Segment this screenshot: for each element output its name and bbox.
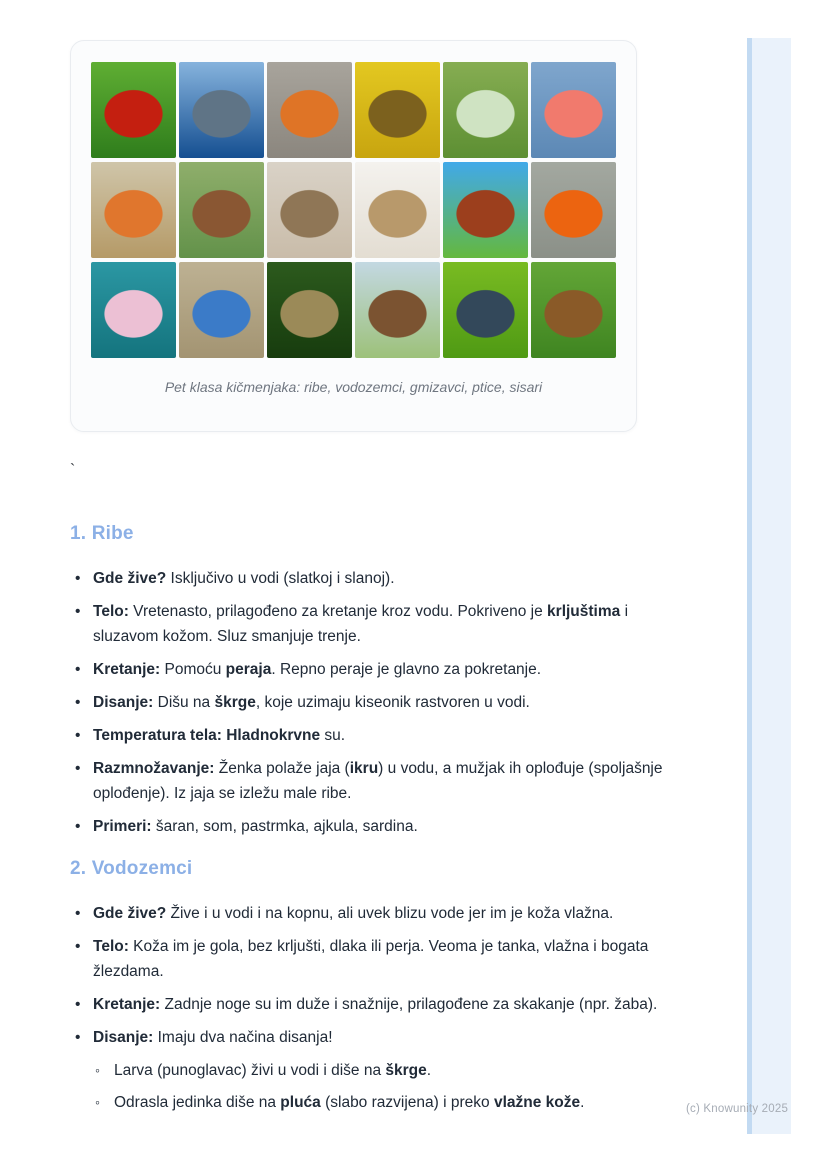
list-item: • Telo: Vretenasto, prilagođeno za kretanje kroz vodu. Pokriveno je krljuštima i sluzavom kožom. Sluz smanjuje trenje. <box>70 599 668 649</box>
watermark: (c) Knowunity 2025 <box>686 1103 789 1115</box>
list-item: ◦ Larva (punoglavac) živi u vodi i diše na škrge. <box>91 1058 668 1083</box>
list-item: • Kretanje: Zadnje noge su im duže i snažnije, prilagođene za skakanje (npr. žaba). <box>70 992 668 1017</box>
document-content <box>70 522 668 1133</box>
list-item: • Gde žive? Žive i u vodi i na kopnu, ali uvek blizu vode jer im je koža vlažna. <box>70 901 668 926</box>
next-page-edge[interactable] <box>747 38 791 1134</box>
list-item: • Primeri: šaran, som, pastrmka, ajkula, sardina. <box>70 814 668 839</box>
section-list-vodozemci <box>70 901 668 1115</box>
snail-photo <box>531 262 616 358</box>
list-item: • Gde žive? Isključivo u vodi (slatkoj i slanoj). <box>70 566 668 591</box>
clownfish-photo <box>531 162 616 258</box>
bear-photo <box>355 262 440 358</box>
bluebird-photo <box>179 262 264 358</box>
section-heading-vodozemci: 2. Vodozemci <box>70 858 193 879</box>
silkworms-photo <box>443 62 528 158</box>
clam-photo <box>355 162 440 258</box>
cat-photo <box>267 162 352 258</box>
ladybug-photo <box>91 62 176 158</box>
list-item: • Kretanje: Pomoću peraja. Repno peraje je glavno za pokretanje. <box>70 657 668 682</box>
fly-photo <box>443 262 528 358</box>
snake-photo <box>267 262 352 358</box>
figure-card <box>70 40 637 432</box>
list-item: • Disanje: Dišu na škrge, koje uzimaju kiseonik rastvoren u vodi. <box>70 690 668 715</box>
list-item: ◦ Odrasla jedinka diše na pluća (slabo razvijena) i preko vlažne kože. <box>91 1090 668 1115</box>
starfish-photo <box>91 162 176 258</box>
bee-photo <box>355 62 440 158</box>
jellyfish-photo <box>91 262 176 358</box>
section-list-ribe <box>70 566 668 839</box>
list-item: • Disanje: Imaju dva načina disanja! <box>70 1025 668 1050</box>
list-item: • Razmnožavanje: Ženka polaže jaja (ikru) u vodu, a mužjak ih oplođuje (spoljašnje oplođenje). Iz jaja se izležu male ribe. <box>70 756 668 806</box>
figure-caption: Pet klasa kičmenjaka: ribe, vodozemci, gmizavci, ptice, sisari <box>164 379 543 395</box>
list-item: • Telo: Koža im je gola, bez krljušti, dlaka ili perja. Veoma je tanka, vlažna i bogata žlezdama. <box>70 934 668 984</box>
dolphin-photo <box>179 62 264 158</box>
hen-photo <box>179 162 264 258</box>
animal-grid <box>91 62 616 358</box>
flamingo-photo <box>531 62 616 158</box>
crab-photo <box>267 62 352 158</box>
ant-photo <box>443 162 528 258</box>
stray-backtick-text: ` <box>70 462 76 479</box>
section-heading-ribe: 1. Ribe <box>70 523 134 544</box>
list-item: • Temperatura tela: Hladnokrvne su. <box>70 723 668 748</box>
